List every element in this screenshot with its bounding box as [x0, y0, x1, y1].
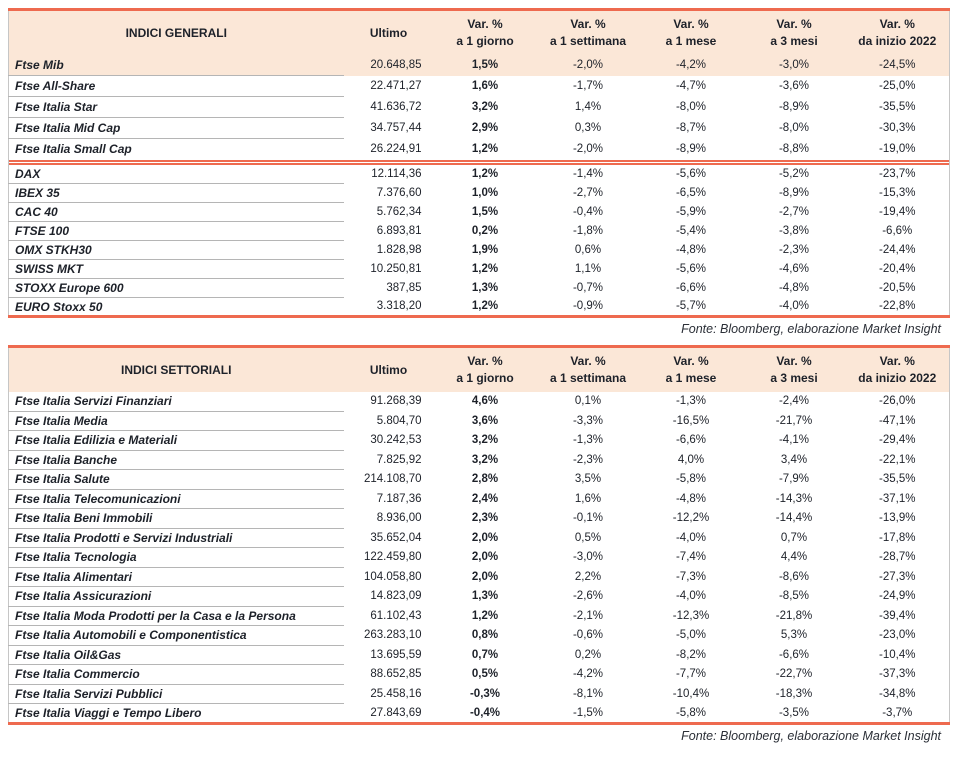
- index-name: SWISS MKT: [9, 260, 344, 279]
- index-name: Ftse Italia Commercio: [9, 665, 344, 685]
- table-row: [9, 645, 950, 665]
- var-pct-value: -24,9%: [879, 590, 916, 603]
- var-pct-value: 5,3%: [780, 629, 808, 642]
- var-pct-value: 1,5%: [434, 55, 537, 76]
- ultimo-value: 8.936,00: [376, 512, 422, 525]
- var-pct-value: -0,9%: [572, 300, 604, 313]
- var-pct-value: -0,3%: [469, 687, 501, 700]
- var-pct-value: -1,7%: [572, 80, 604, 92]
- var-pct-value: -7,3%: [675, 570, 707, 583]
- var-pct-value: 4,6%: [471, 395, 499, 408]
- var-pct-value: 1,9%: [471, 244, 499, 256]
- table-row: [9, 665, 950, 685]
- var-pct-value: 1,2%: [471, 300, 499, 313]
- var-pct-value: -2,4%: [778, 395, 810, 408]
- sector-indices-table: [8, 345, 950, 725]
- var-pct-value: -8,9%: [778, 101, 810, 113]
- col-header-line2: a 1 mese: [665, 33, 717, 48]
- index-name: Ftse Italia Beni Immobili: [9, 509, 344, 529]
- col-header-line1: Var. %: [879, 16, 915, 31]
- var-pct-value: 3,2%: [471, 434, 499, 447]
- var-pct-value: -5,8%: [675, 473, 707, 486]
- var-pct-value: -0,7%: [572, 282, 604, 294]
- var-pct-value: -6,6%: [778, 648, 810, 661]
- table-row: [9, 97, 950, 118]
- var-pct-value: -5,7%: [675, 300, 707, 313]
- var-pct-value: 2,9%: [471, 122, 499, 134]
- col-header-var-1g: [434, 347, 537, 392]
- var-pct-value: -15,3%: [879, 187, 916, 199]
- var-pct-value: -16,5%: [672, 414, 710, 427]
- table-row: [9, 528, 950, 548]
- ultimo-value: 34.757,44: [370, 122, 422, 134]
- index-name: CAC 40: [9, 203, 344, 222]
- ultimo-value: 26.224,91: [370, 143, 422, 155]
- var-pct-value: -37,1%: [879, 492, 916, 505]
- col-header-line2: a 1 settimana: [549, 370, 627, 385]
- var-pct-value: -1,3%: [572, 434, 604, 447]
- col-header-line2: a 1 giorno: [456, 33, 514, 48]
- col-header-line2: a 3 mesi: [770, 370, 818, 385]
- var-pct-value: -0,4%: [572, 206, 604, 218]
- var-pct-value: -20,4%: [879, 263, 916, 275]
- var-pct-value: -4,2%: [640, 55, 743, 76]
- index-name: Ftse Italia Mid Cap: [9, 118, 344, 139]
- col-header-var-ytd: [846, 347, 950, 392]
- ultimo-value: 35.652,04: [370, 531, 422, 544]
- ultimo-value: 7.187,36: [376, 492, 422, 505]
- table-row: [9, 470, 950, 490]
- var-pct-value: 4,0%: [677, 453, 705, 466]
- index-name: Ftse Italia Servizi Pubblici: [9, 684, 344, 704]
- var-pct-value: -23,0%: [879, 629, 916, 642]
- var-pct-value: 3,2%: [471, 453, 499, 466]
- var-pct-value: -3,0%: [572, 551, 604, 564]
- ultimo-value: 263.283,10: [363, 629, 422, 642]
- var-pct-value: 3,5%: [574, 473, 602, 486]
- var-pct-value: 4,4%: [780, 551, 808, 564]
- var-pct-value: -8,8%: [778, 143, 810, 155]
- var-pct-value: -19,0%: [879, 143, 916, 155]
- table-row: [9, 203, 950, 222]
- index-name: Ftse Italia Alimentari: [9, 567, 344, 587]
- index-name: Ftse Italia Oil&Gas: [9, 645, 344, 665]
- col-header-line1: Var. %: [570, 353, 606, 368]
- var-pct-value: 0,3%: [574, 122, 602, 134]
- var-pct-value: -3,8%: [778, 225, 810, 237]
- var-pct-value: 1,6%: [574, 492, 602, 505]
- var-pct-value: 2,0%: [471, 551, 499, 564]
- var-pct-value: 2,4%: [471, 492, 499, 505]
- ultimo-value: 7.376,60: [376, 187, 422, 199]
- index-name: OMX STKH30: [9, 241, 344, 260]
- index-name: Ftse Italia Salute: [9, 470, 344, 490]
- ultimo-value: 27.843,69: [370, 706, 422, 719]
- var-pct-value: -1,5%: [572, 706, 604, 719]
- var-pct-value: -37,3%: [879, 668, 916, 681]
- table-row: [9, 606, 950, 626]
- table-row: [9, 241, 950, 260]
- var-pct-value: -19,4%: [879, 206, 916, 218]
- table-row: [9, 509, 950, 529]
- var-pct-value: 1,6%: [471, 80, 499, 92]
- index-name: STOXX Europe 600: [9, 279, 344, 298]
- ultimo-value: 20.648,85: [344, 55, 434, 76]
- col-header-line1: Var. %: [879, 353, 915, 368]
- table-row: [9, 587, 950, 607]
- index-name: Ftse Italia Moda Prodotti per la Casa e la Persona: [9, 606, 344, 626]
- table-row: [9, 548, 950, 568]
- var-pct-value: -18,3%: [775, 687, 813, 700]
- ultimo-value: 1.828,98: [376, 244, 422, 256]
- var-pct-value: -0,6%: [572, 629, 604, 642]
- var-pct-value: -4,8%: [778, 282, 810, 294]
- var-pct-value: -20,5%: [879, 282, 916, 294]
- var-pct-value: -25,0%: [879, 80, 916, 92]
- col-header-line1: Var. %: [673, 16, 709, 31]
- index-name: Ftse Italia Automobili e Componentistica: [9, 626, 344, 646]
- var-pct-value: -12,2%: [672, 512, 710, 525]
- var-pct-value: 2,3%: [471, 512, 499, 525]
- col-header-ultimo: Ultimo: [344, 10, 434, 55]
- var-pct-value: -29,4%: [879, 434, 916, 447]
- var-pct-value: 0,7%: [471, 648, 499, 661]
- ultimo-value: 104.058,80: [363, 570, 422, 583]
- var-pct-value: -5,6%: [675, 263, 707, 275]
- var-pct-value: -47,1%: [879, 414, 916, 427]
- var-pct-value: -8,0%: [675, 101, 707, 113]
- source-note: Fonte: Bloomberg, elaborazione Market Insight: [681, 322, 941, 336]
- var-pct-value: -4,2%: [572, 668, 604, 681]
- general-indices-section: [8, 8, 949, 318]
- var-pct-value: -21,7%: [775, 414, 813, 427]
- ultimo-value: 30.242,53: [370, 434, 422, 447]
- ultimo-value: 41.636,72: [370, 101, 422, 113]
- table-title: INDICI GENERALI: [9, 10, 344, 55]
- var-pct-value: -22,1%: [879, 453, 916, 466]
- header-row: [9, 10, 950, 55]
- var-pct-value: 2,0%: [471, 531, 499, 544]
- table-row: [9, 118, 950, 139]
- ultimo-value: 122.459,80: [363, 551, 422, 564]
- table-row: [9, 392, 950, 412]
- var-pct-value: -5,4%: [675, 225, 707, 237]
- var-pct-value: -2,0%: [572, 143, 604, 155]
- col-header-ultimo: Ultimo: [344, 347, 434, 392]
- table-row: [9, 567, 950, 587]
- var-pct-value: -2,7%: [778, 206, 810, 218]
- var-pct-value: -8,7%: [675, 122, 707, 134]
- index-name: Ftse All-Share: [9, 76, 344, 97]
- ultimo-value: 91.268,39: [370, 395, 422, 408]
- var-pct-value: -21,8%: [775, 609, 813, 622]
- index-name: Ftse Italia Viaggi e Tempo Libero: [15, 705, 202, 720]
- var-pct-value: -8,9%: [675, 143, 707, 155]
- col-header-line1: Var. %: [776, 353, 812, 368]
- var-pct-value: 1,2%: [471, 609, 499, 622]
- var-pct-value: -2,1%: [572, 609, 604, 622]
- var-pct-value: -0,1%: [572, 512, 604, 525]
- table-row: [9, 298, 950, 317]
- var-pct-value: -1,3%: [675, 395, 707, 408]
- var-pct-value: -17,8%: [879, 531, 916, 544]
- ultimo-value: 214.108,70: [363, 473, 422, 486]
- ultimo-value: 5.762,34: [376, 206, 422, 218]
- var-pct-value: -26,0%: [879, 395, 916, 408]
- var-pct-value: -35,5%: [879, 473, 916, 486]
- var-pct-value: -4,1%: [778, 434, 810, 447]
- var-pct-value: -13,9%: [879, 512, 916, 525]
- var-pct-value: -5,6%: [675, 168, 707, 180]
- var-pct-value: 0,5%: [574, 531, 602, 544]
- index-name: Ftse Italia Tecnologia: [9, 548, 344, 568]
- var-pct-value: -2,0%: [537, 55, 640, 76]
- var-pct-value: -14,3%: [775, 492, 813, 505]
- var-pct-value: -4,0%: [675, 531, 707, 544]
- ultimo-value: 5.804,70: [376, 414, 422, 427]
- table-row: [9, 489, 950, 509]
- col-header-line1: Var. %: [467, 353, 503, 368]
- var-pct-value: -2,3%: [572, 453, 604, 466]
- col-header-line2: a 1 settimana: [549, 33, 627, 48]
- var-pct-value: 1,4%: [574, 101, 602, 113]
- var-pct-value: 1,3%: [471, 282, 499, 294]
- var-pct-value: -35,5%: [879, 101, 916, 113]
- var-pct-value: -7,7%: [675, 668, 707, 681]
- ultimo-value: 14.823,09: [370, 590, 422, 603]
- index-name: Ftse Italia Servizi Finanziari: [9, 392, 344, 412]
- ultimo-value: 61.102,43: [370, 609, 422, 622]
- var-pct-value: -7,9%: [778, 473, 810, 486]
- col-header-line1: Var. %: [673, 353, 709, 368]
- var-pct-value: -5,9%: [675, 206, 707, 218]
- var-pct-value: -10,4%: [879, 648, 916, 661]
- table-row: [9, 704, 950, 724]
- var-pct-value: -14,4%: [775, 512, 813, 525]
- var-pct-value: -34,8%: [879, 687, 916, 700]
- var-pct-value: -3,5%: [778, 706, 810, 719]
- var-pct-value: -4,0%: [675, 590, 707, 603]
- var-pct-value: -8,0%: [778, 122, 810, 134]
- col-header-var-1g: [434, 10, 537, 55]
- var-pct-value: 0,5%: [471, 668, 499, 681]
- header-row: [9, 347, 950, 392]
- index-name: Ftse Italia Media: [9, 411, 344, 431]
- table-row: [9, 279, 950, 298]
- index-name: Ftse Italia Banche: [9, 450, 344, 470]
- col-header-var-3m: [743, 347, 846, 392]
- var-pct-value: 0,7%: [780, 531, 808, 544]
- table-row: [9, 222, 950, 241]
- var-pct-value: -24,4%: [879, 244, 916, 256]
- var-pct-value: 3,6%: [471, 414, 499, 427]
- var-pct-value: -8,6%: [778, 570, 810, 583]
- var-pct-value: -6,6%: [675, 434, 707, 447]
- table-row: [9, 450, 950, 470]
- var-pct-value: -8,9%: [778, 187, 810, 199]
- var-pct-value: -28,7%: [879, 551, 916, 564]
- var-pct-value: -3,0%: [743, 55, 846, 76]
- ultimo-value: 7.825,92: [376, 453, 422, 466]
- var-pct-value: -3,7%: [882, 706, 913, 719]
- col-header-var-3m: [743, 10, 846, 55]
- var-pct-value: -6,6%: [882, 225, 913, 237]
- var-pct-value: -23,7%: [879, 168, 916, 180]
- var-pct-value: -3,3%: [572, 414, 604, 427]
- var-pct-value: -0,4%: [469, 706, 501, 719]
- var-pct-value: -39,4%: [879, 609, 916, 622]
- var-pct-value: 2,8%: [471, 473, 499, 486]
- col-header-var-1m: [640, 10, 743, 55]
- col-header-var-1s: [537, 10, 640, 55]
- var-pct-value: 1,2%: [471, 143, 499, 155]
- table-row: [9, 139, 950, 160]
- col-header-line2: a 1 giorno: [456, 370, 514, 385]
- var-pct-value: -7,4%: [675, 551, 707, 564]
- ultimo-value: 387,85: [386, 282, 422, 294]
- col-header-var-1m: [640, 347, 743, 392]
- index-name: Ftse Italia Star: [9, 97, 344, 118]
- col-header-var-ytd: [846, 10, 950, 55]
- var-pct-value: -22,7%: [775, 668, 813, 681]
- col-header-line2: da inizio 2022: [858, 33, 937, 48]
- ultimo-value: 13.695,59: [370, 648, 422, 661]
- var-pct-value: -6,5%: [675, 187, 707, 199]
- var-pct-value: 1,2%: [471, 168, 499, 180]
- var-pct-value: -8,2%: [675, 648, 707, 661]
- ultimo-value: 88.652,85: [370, 668, 422, 681]
- var-pct-value: 1,3%: [471, 590, 499, 603]
- var-pct-value: 1,2%: [471, 263, 499, 275]
- var-pct-value: 3,4%: [780, 453, 808, 466]
- ultimo-value: 12.114,36: [371, 168, 422, 180]
- var-pct-value: 0,2%: [471, 225, 499, 237]
- var-pct-value: -3,6%: [778, 80, 810, 92]
- index-name: EURO Stoxx 50: [15, 299, 103, 314]
- col-header-var-1s: [537, 347, 640, 392]
- var-pct-value: 3,2%: [471, 101, 499, 113]
- var-pct-value: -8,1%: [572, 687, 604, 700]
- table-title: INDICI SETTORIALI: [9, 347, 344, 392]
- col-header-line2: a 3 mesi: [770, 33, 818, 48]
- index-name: Ftse Italia Small Cap: [15, 142, 132, 157]
- var-pct-value: -27,3%: [879, 570, 916, 583]
- table-row: [9, 626, 950, 646]
- var-pct-value: -22,8%: [879, 300, 916, 313]
- index-name: Ftse Italia Edilizia e Materiali: [9, 431, 344, 451]
- var-pct-value: 0,2%: [574, 648, 602, 661]
- var-pct-value: -24,5%: [846, 55, 950, 76]
- var-pct-value: -5,0%: [675, 629, 707, 642]
- table-row: [9, 684, 950, 704]
- index-name: Ftse Italia Telecomunicazioni: [9, 489, 344, 509]
- index-name: IBEX 35: [9, 184, 344, 203]
- var-pct-value: -2,7%: [572, 187, 604, 199]
- var-pct-value: 0,6%: [574, 244, 602, 256]
- var-pct-value: -10,4%: [672, 687, 710, 700]
- index-name: FTSE 100: [9, 222, 344, 241]
- var-pct-value: 1,1%: [574, 263, 602, 275]
- var-pct-value: 1,5%: [471, 206, 499, 218]
- var-pct-value: -4,8%: [675, 244, 707, 256]
- col-header-line1: Var. %: [467, 16, 503, 31]
- var-pct-value: -2,6%: [572, 590, 604, 603]
- ultimo-value: 22.471,27: [370, 80, 422, 92]
- var-pct-value: -8,5%: [778, 590, 810, 603]
- table-row: [9, 165, 950, 184]
- table-row: [9, 184, 950, 203]
- var-pct-value: -2,3%: [778, 244, 810, 256]
- var-pct-value: -6,6%: [675, 282, 707, 294]
- var-pct-value: 2,0%: [471, 570, 499, 583]
- var-pct-value: -4,8%: [675, 492, 707, 505]
- ultimo-value: 3.318,20: [376, 300, 422, 313]
- index-name: Ftse Italia Assicurazioni: [9, 587, 344, 607]
- index-name: Ftse Italia Prodotti e Servizi Industriali: [9, 528, 344, 548]
- ultimo-value: 25.458,16: [370, 687, 422, 700]
- sector-indices-section: [8, 345, 949, 725]
- col-header-line1: Var. %: [570, 16, 606, 31]
- source-note: Fonte: Bloomberg, elaborazione Market Insight: [681, 728, 941, 743]
- table-row: [9, 260, 950, 279]
- table-row: [9, 76, 950, 97]
- var-pct-value: -4,7%: [675, 80, 707, 92]
- index-name: DAX: [9, 165, 344, 184]
- var-pct-value: -30,3%: [879, 122, 916, 134]
- var-pct-value: -4,6%: [778, 263, 810, 275]
- ultimo-value: 10.250,81: [370, 263, 422, 275]
- var-pct-value: 0,1%: [574, 395, 602, 408]
- var-pct-value: 2,2%: [574, 570, 602, 583]
- var-pct-value: 1,0%: [471, 187, 499, 199]
- var-pct-value: -1,4%: [572, 168, 604, 180]
- var-pct-value: 0,8%: [471, 629, 499, 642]
- var-pct-value: -5,2%: [778, 168, 810, 180]
- general-indices-table: [8, 8, 950, 318]
- index-name: Ftse Mib: [9, 55, 344, 76]
- var-pct-value: -12,3%: [672, 609, 710, 622]
- table-row: [9, 411, 950, 431]
- col-header-line1: Var. %: [776, 16, 812, 31]
- var-pct-value: -5,8%: [675, 706, 707, 719]
- ultimo-value: 6.893,81: [376, 225, 422, 237]
- col-header-line2: da inizio 2022: [858, 370, 937, 385]
- var-pct-value: -4,0%: [778, 300, 810, 313]
- col-header-line2: a 1 mese: [665, 370, 717, 385]
- table-row: [9, 431, 950, 451]
- var-pct-value: -1,8%: [572, 225, 604, 237]
- table-row: [9, 55, 950, 76]
